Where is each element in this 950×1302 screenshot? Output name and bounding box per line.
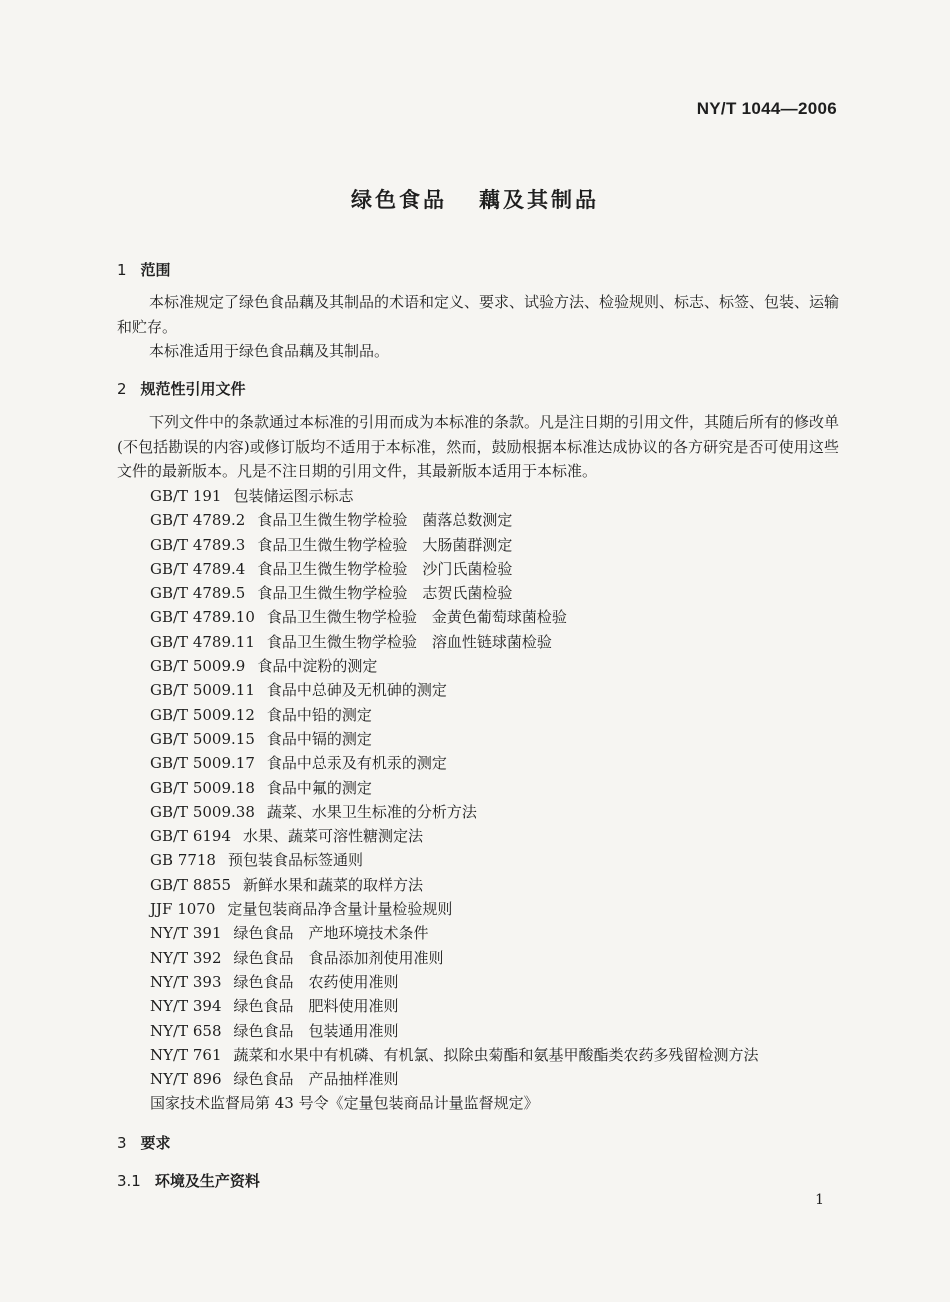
title-part-2: 藕及其制品: [479, 188, 599, 212]
reference-item: GB/T 5009.11 食品中总砷及无机砷的测定: [150, 681, 447, 700]
standard-code: NY/T 1044—2006: [696, 99, 837, 118]
reference-item: GB/T 5009.38 蔬菜、水果卫生标准的分析方法: [150, 802, 477, 821]
section-1-heading: [117, 259, 171, 280]
reference-item: GB/T 4789.4 食品卫生微生物学检验 沙门氏菌检验: [150, 559, 513, 578]
reference-item: GB/T 4789.11 食品卫生微生物学检验 溶血性链球菌检验: [150, 632, 552, 651]
reference-item: GB/T 191 包装储运图示标志: [150, 487, 354, 505]
section-3-1-number: 3.1: [117, 1172, 141, 1190]
reference-item: 国家技术监督局第 43 号令《定量包装商品计量监督规定》: [150, 1094, 539, 1113]
reference-item: GB/T 4789.3 食品卫生微生物学检验 大肠菌群测定: [150, 535, 513, 554]
section-1-paragraph-1: 本标准规定了绿色食品藕及其制品的术语和定义、要求、试验方法、检验规则、标志、标签、包装、运输和贮存。: [117, 293, 840, 336]
reference-item: NY/T 394 绿色食品 肥料使用准则: [150, 997, 399, 1016]
reference-item: GB/T 4789.5 食品卫生微生物学检验 志贺氏菌检验: [150, 584, 513, 603]
reference-item: NY/T 393 绿色食品 农药使用准则: [150, 972, 399, 991]
reference-item: NY/T 761 蔬菜和水果中有机磷、有机氯、拟除虫菊酯和氨基甲酸酯类农药多残留检测方法: [150, 1045, 759, 1064]
section-1-paragraph-2: 本标准适用于绿色食品藕及其制品。: [149, 342, 390, 360]
section-3-heading: [117, 1132, 171, 1153]
section-2-title: 规范性引用文件: [140, 380, 246, 398]
reference-item: JJF 1070 定量包装商品净含量计量检验规则: [150, 900, 453, 919]
reference-item: GB/T 5009.12 食品中铅的测定: [150, 705, 372, 724]
section-3-1-title: 环境及生产资料: [154, 1172, 260, 1190]
reference-item: GB/T 4789.10 食品卫生微生物学检验 金黄色葡萄球菌检验: [150, 608, 567, 627]
reference-item: NY/T 392 绿色食品 食品添加剂使用准则: [150, 948, 444, 967]
reference-item: GB 7718 预包装食品标签通则: [150, 851, 363, 870]
section-2-number: 2: [117, 380, 127, 398]
reference-item: GB/T 5009.18 食品中氟的测定: [150, 778, 372, 797]
title-part-1: 绿色食品: [351, 188, 447, 212]
normative-references-list: [150, 484, 759, 1116]
reference-item: NY/T 896 绿色食品 产品抽样准则: [150, 1070, 399, 1089]
section-1-number: 1: [117, 261, 127, 279]
reference-item: GB/T 5009.9 食品中淀粉的测定: [150, 657, 378, 676]
section-3-number: 3: [117, 1134, 127, 1152]
reference-item: GB/T 5009.17 食品中总汞及有机汞的测定: [150, 754, 447, 773]
document-title: [0, 184, 950, 214]
reference-item: NY/T 391 绿色食品 产地环境技术条件: [150, 924, 429, 943]
section-2-paragraph-1: 下列文件中的条款通过本标准的引用而成为本标准的条款。凡是注日期的引用文件，其随后所有的修改单(不包括勘误的内容)或修订版均不适用于本标准，然而，鼓励根据本标准达成协议的各方研究是否可使用这些文件的最新版本。凡是不注日期的引用文件，其最新版本适用于本标准。: [117, 413, 840, 480]
section-2-heading: [117, 378, 246, 399]
page-number: 1: [815, 1192, 824, 1208]
reference-item: GB/T 5009.15 食品中镉的测定: [150, 729, 372, 748]
reference-item: GB/T 8855 新鲜水果和蔬菜的取样方法: [150, 875, 424, 894]
reference-item: NY/T 658 绿色食品 包装通用准则: [150, 1021, 399, 1040]
section-3-1-heading: [117, 1170, 260, 1191]
reference-item: GB/T 4789.2 食品卫生微生物学检验 菌落总数测定: [150, 511, 513, 530]
section-1-title: 范围: [140, 261, 171, 279]
section-3-title: 要求: [140, 1134, 171, 1152]
reference-item: GB/T 6194 水果、蔬菜可溶性糖测定法: [150, 827, 424, 846]
